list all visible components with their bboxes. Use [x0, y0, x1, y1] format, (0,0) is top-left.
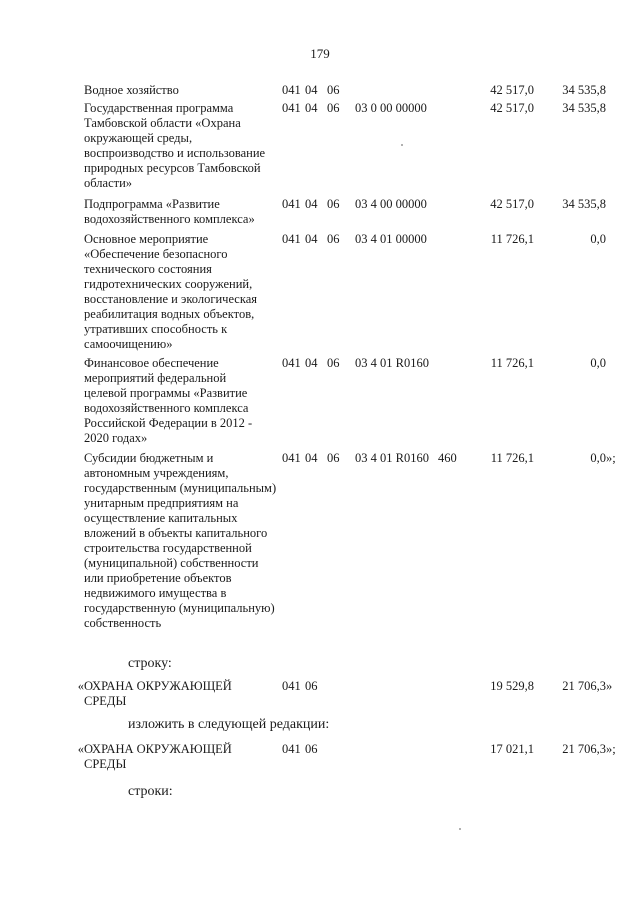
- amount-year-2: 0,0: [590, 356, 606, 370]
- section-code: 04: [305, 356, 318, 370]
- ministry-code: 041: [282, 197, 301, 211]
- row-name: Подпрограмма «Развитие водохозяйственного комплекса»: [84, 197, 255, 226]
- opening-quote: «: [77, 742, 84, 756]
- ministry-code: 041: [282, 83, 301, 97]
- instruction-text: строку:: [128, 656, 172, 671]
- scan-speck: [459, 828, 461, 830]
- amount-year-2: 34 535,8: [562, 101, 606, 115]
- target-code: 03 4 01 R0160: [355, 356, 429, 370]
- amount-year-1: 17 021,1: [490, 742, 534, 756]
- row-name: Водное хозяйство: [84, 83, 179, 97]
- ministry-code: 041: [282, 679, 301, 693]
- instruction-text: строки:: [128, 784, 173, 799]
- subsection-code: 06: [327, 101, 340, 115]
- ministry-code: 041: [282, 742, 301, 756]
- closing-quote: »: [606, 679, 613, 693]
- amount-year-1: 11 726,1: [490, 232, 534, 246]
- row-name: Основное мероприятие «Обеспечение безопасного технического состояния гидротехнических сооружений, восстановление и экологическая реабилитация водных объектов, утративших способность к самоочищению»: [84, 232, 258, 351]
- subsection-code: 06: [327, 232, 340, 246]
- row-name: ОХРАНА ОКРУЖАЮЩЕЙ СРЕДЫ: [84, 679, 232, 708]
- opening-quote: «: [77, 679, 84, 693]
- section-code: 04: [305, 83, 318, 97]
- subsection-code: 06: [327, 451, 340, 465]
- expense-type-code: 460: [438, 451, 457, 465]
- section-code: 06: [305, 679, 318, 693]
- row-name: ОХРАНА ОКРУЖАЮЩЕЙ СРЕДЫ: [84, 742, 232, 771]
- ministry-code: 041: [282, 356, 301, 370]
- subsection-code: 06: [327, 197, 340, 211]
- target-code: 03 4 00 00000: [355, 197, 427, 211]
- ministry-code: 041: [282, 232, 301, 246]
- ministry-code: 041: [282, 451, 301, 465]
- amount-year-2: 21 706,3: [562, 742, 606, 756]
- section-code: 04: [305, 197, 318, 211]
- amount-year-2: 34 535,8: [562, 197, 606, 211]
- instruction-text: изложить в следующей редакции:: [128, 717, 330, 732]
- amount-year-2: 34 535,8: [562, 83, 606, 97]
- row-name: Государственная программа Тамбовской области «Охрана окружающей среды, воспроизводство и использование природных ресурсов Тамбовской области»: [84, 101, 266, 190]
- section-code: 06: [305, 742, 318, 756]
- section-code: 04: [305, 232, 318, 246]
- amount-year-1: 42 517,0: [490, 101, 534, 115]
- amount-year-1: 11 726,1: [490, 451, 534, 465]
- target-code: 03 0 00 00000: [355, 101, 427, 115]
- amount-year-1: 42 517,0: [490, 197, 534, 211]
- row-name: Финансовое обеспечение мероприятий федеральной целевой программы «Развитие водохозяйственного комплекса Российской Федерации в 2012 - 2020 годах»: [84, 356, 253, 445]
- closing-quote: »;: [606, 451, 616, 465]
- amount-year-1: 19 529,8: [490, 679, 534, 693]
- amount-year-2: 21 706,3: [562, 679, 606, 693]
- closing-quote: »;: [606, 742, 616, 756]
- row-name: Субсидии бюджетным и автономным учреждениям, государственным (муниципальным) унитарным предприятиям на осуществление капитальных вложений в объекты капитального строительства государственной (муниципальной) собственности или приобретение объектов недвижимого имущества в государственную (муниципальную) собственность: [84, 451, 277, 630]
- amount-year-2: 0,0: [590, 232, 606, 246]
- section-code: 04: [305, 101, 318, 115]
- amount-year-1: 42 517,0: [490, 83, 534, 97]
- amount-year-2: 0,0: [590, 451, 606, 465]
- section-code: 04: [305, 451, 318, 465]
- amount-year-1: 11 726,1: [490, 356, 534, 370]
- scan-speck: [401, 144, 403, 146]
- subsection-code: 06: [327, 356, 340, 370]
- target-code: 03 4 01 R0160: [355, 451, 429, 465]
- target-code: 03 4 01 00000: [355, 232, 427, 246]
- ministry-code: 041: [282, 101, 301, 115]
- subsection-code: 06: [327, 83, 340, 97]
- page-number: 179: [310, 46, 330, 61]
